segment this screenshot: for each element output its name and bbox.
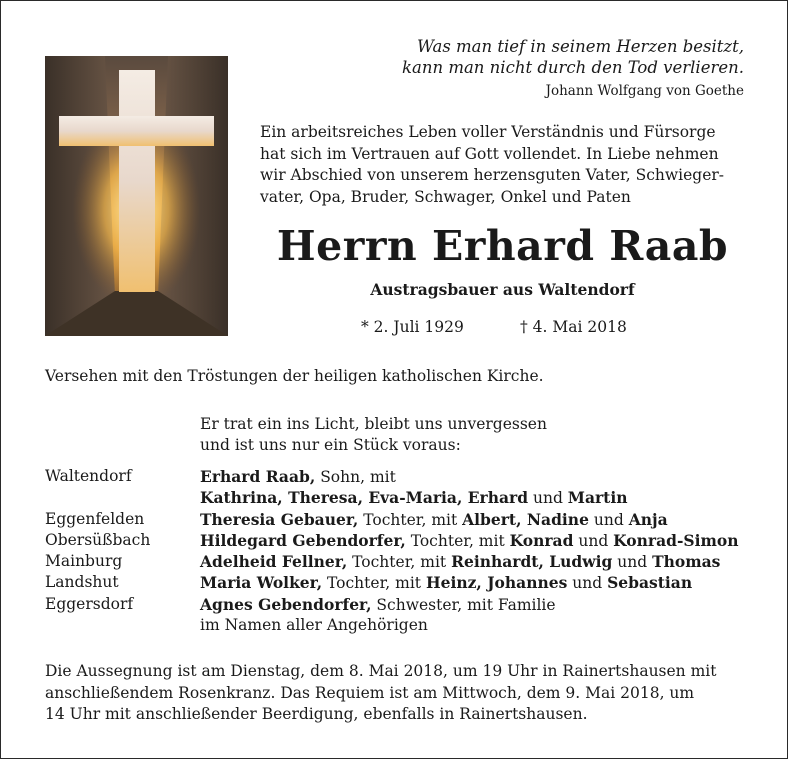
mourner-text: im Namen aller Angehörigen <box>200 616 428 635</box>
quote <box>402 36 744 78</box>
mourner-names <box>200 530 738 552</box>
mourner-name-bold: Agnes Gebendorfer, <box>200 594 372 614</box>
intro-line: vater, Opa, Bruder, Schwager, Onkel und Paten <box>260 187 631 206</box>
deceased-name: Herrn Erhard Raab <box>276 222 729 270</box>
mourner-names <box>200 551 720 573</box>
mourner-name-bold: Maria Wolker, <box>200 573 323 593</box>
mourner-text: Tochter, mit <box>347 553 452 572</box>
mourner-text: Tochter, mit <box>405 531 510 550</box>
quote-line: Was man tief in seinem Herzen besitzt, <box>416 37 744 56</box>
verse-line: und ist uns nur ein Stück voraus: <box>200 436 461 454</box>
mourner-text: Tochter, mit <box>322 574 426 593</box>
funeral-line: anschließendem Rosenkranz. Das Requiem ist am Mittwoch, dem 9. Mai 2018, um <box>45 683 695 702</box>
quote-author: Johann Wolfgang von Goethe <box>545 83 744 99</box>
mourner-name-bold: Konrad-Simon <box>613 530 739 550</box>
sacrament-line: Versehen mit den Tröstungen der heiligen katholischen Kirche. <box>45 367 544 385</box>
mourner-names <box>200 487 627 509</box>
mourner-name-bold: Hildegard Gebendorfer, <box>200 530 406 550</box>
death-date: † 4. Mai 2018 <box>520 318 627 336</box>
verse-line: Er trat ein ins Licht, bleibt uns unvergessen <box>200 415 547 433</box>
intro-line: Ein arbeitsreiches Leben voller Verständnis und Fürsorge <box>260 123 716 141</box>
mourner-name-bold: Anja <box>628 509 668 529</box>
verse <box>200 414 547 456</box>
mourner-text: und <box>588 510 629 529</box>
mourner-name-bold: Konrad <box>509 530 574 550</box>
mourner-names <box>200 594 556 616</box>
mourner-name-bold: Sebastian <box>607 573 693 593</box>
intro-text <box>260 122 750 208</box>
mourner-text: Sohn, mit <box>315 468 396 486</box>
mourner-text: Schwester, mit Familie <box>371 595 556 614</box>
mourner-place: Obersüßbach <box>45 530 151 549</box>
mourner-text: und <box>612 553 653 572</box>
mourner-name-bold: Heinz, Johannes <box>425 573 568 593</box>
mourner-name-bold: Reinhardt, Ludwig <box>451 552 613 572</box>
deceased-occupation: Austragsbauer aus Waltendorf <box>370 280 635 299</box>
intro-line: hat sich im Vertrauen auf Gott vollendet. In Liebe nehmen <box>260 144 719 163</box>
mourner-names <box>200 466 396 488</box>
mourner-name-bold: Albert, Nadine <box>462 509 589 529</box>
cross-photo <box>45 56 228 336</box>
mourner-names <box>200 509 668 531</box>
mourner-name-bold: Kathrina, Theresa, Eva-Maria, Erhard <box>200 488 529 508</box>
mourner-name-bold: Erhard Raab, <box>200 467 316 486</box>
mourner-name-bold: Martin <box>567 488 628 508</box>
funeral-line: 14 Uhr mit anschließender Beerdigung, ebenfalls in Rainertshausen. <box>45 705 588 723</box>
mourner-text: und <box>573 531 614 550</box>
mourner-name-bold: Adelheid Fellner, <box>200 552 348 572</box>
mourner-place: Eggenfelden <box>45 509 145 528</box>
mourner-text: Tochter, mit <box>358 510 463 529</box>
funeral-details <box>45 661 745 726</box>
quote-line: kann man nicht durch den Tod verlieren. <box>401 58 744 77</box>
mourner-names <box>200 615 428 636</box>
mourner-text: und <box>567 574 608 593</box>
funeral-line: Die Aussegnung ist am Dienstag, dem 8. Mai 2018, um 19 Uhr in Rainertshausen mit <box>45 662 717 680</box>
mourner-place: Mainburg <box>45 552 123 571</box>
mourner-text: und <box>528 489 568 508</box>
mourner-name-bold: Theresia Gebauer, <box>200 509 359 529</box>
mourner-place: Eggersdorf <box>45 594 134 613</box>
mourner-name-bold: Thomas <box>652 552 721 572</box>
intro-line: wir Abschied von unserem herzensguten Vater, Schwieger- <box>260 166 725 184</box>
mourner-place: Waltendorf <box>45 467 132 485</box>
birth-date: * 2. Juli 1929 <box>361 318 464 336</box>
mourner-place: Landshut <box>45 573 119 592</box>
mourner-names <box>200 572 692 594</box>
